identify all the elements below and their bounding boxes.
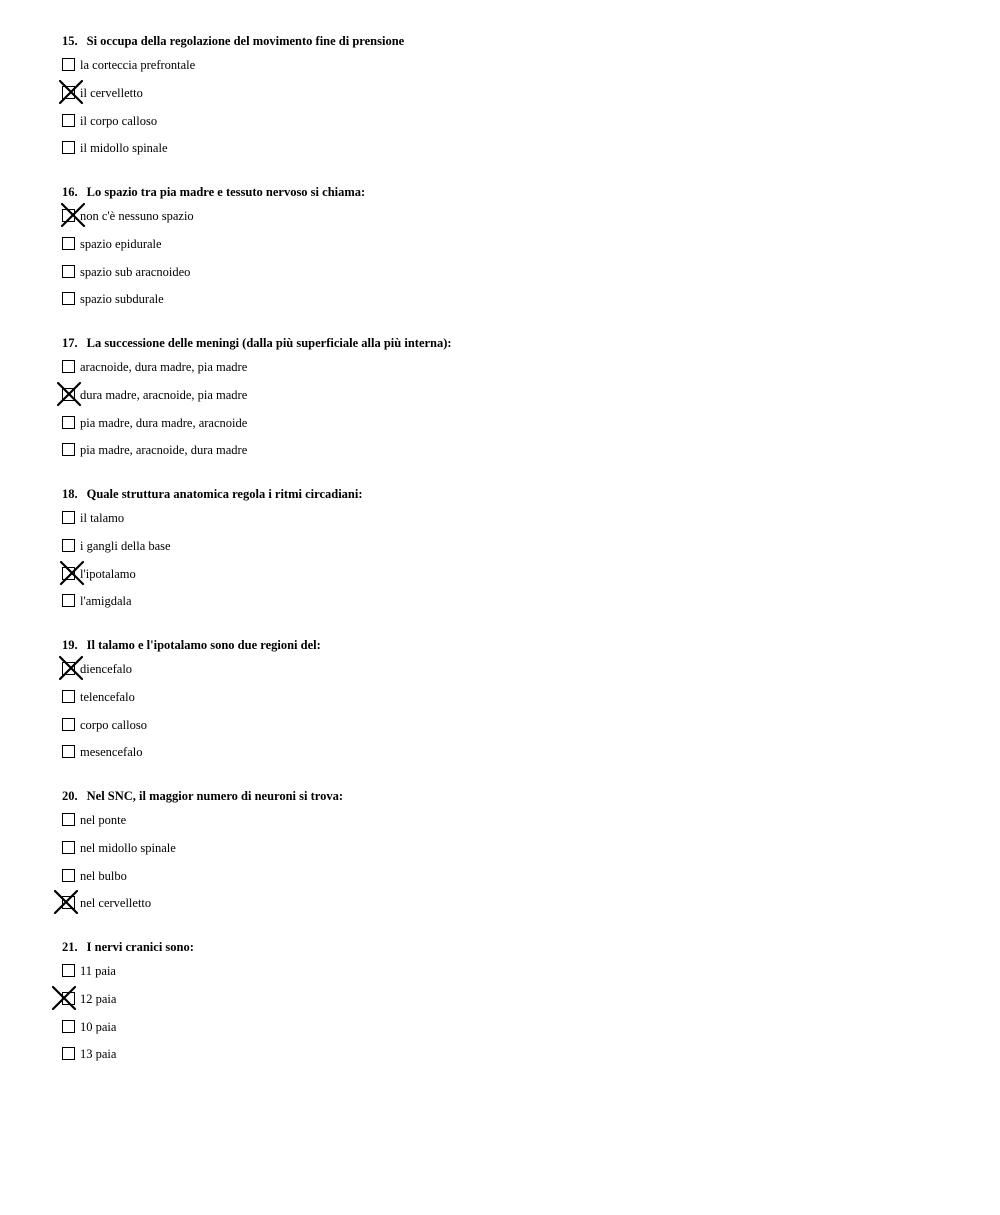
answer-checkbox[interactable]: [62, 416, 75, 429]
answer-label: l'ipotalamo: [80, 567, 136, 581]
answer-label: i gangli della base: [80, 539, 171, 553]
answer-label: spazio sub aracnoideo: [80, 265, 191, 279]
answer-option[interactable]: [62, 58, 762, 74]
answer-option[interactable]: [62, 964, 762, 980]
question-text: Il talamo e l'ipotalamo sono due regioni del:: [86, 638, 321, 652]
answer-checkbox[interactable]: [62, 539, 75, 552]
answer-option[interactable]: [62, 360, 762, 376]
answer-label: pia madre, dura madre, aracnoide: [80, 416, 248, 430]
answer-label: dura madre, aracnoide, pia madre: [80, 388, 248, 402]
answer-option[interactable]: [62, 896, 762, 912]
answer-option[interactable]: [62, 265, 762, 281]
answer-checkbox[interactable]: [62, 114, 75, 127]
answer-checkbox[interactable]: [62, 841, 75, 854]
answer-checkbox[interactable]: [62, 360, 75, 373]
question-number: 15.: [62, 34, 78, 48]
answer-label: nel midollo spinale: [80, 841, 176, 855]
answer-checkbox[interactable]: [62, 594, 75, 607]
answer-label: l'amigdala: [80, 594, 132, 608]
answer-checkbox[interactable]: [62, 1020, 75, 1033]
question-title: [62, 939, 194, 955]
answer-option[interactable]: [62, 594, 762, 610]
answer-option[interactable]: [62, 141, 762, 157]
answer-label: spazio epidurale: [80, 237, 162, 251]
answer-label: il corpo calloso: [80, 114, 158, 128]
answer-option[interactable]: [62, 443, 762, 459]
answer-option[interactable]: [62, 1020, 762, 1036]
answer-label: spazio subdurale: [80, 292, 164, 306]
question-title: [62, 33, 404, 49]
answer-option[interactable]: [62, 718, 762, 734]
answer-label: 10 paia: [80, 1020, 117, 1034]
answer-label: telencefalo: [80, 690, 135, 704]
answer-checkbox[interactable]: [62, 443, 75, 456]
question-number: 16.: [62, 185, 78, 199]
answer-checkbox[interactable]: [62, 237, 75, 250]
answer-label: nel bulbo: [80, 869, 127, 883]
answer-option[interactable]: [62, 292, 762, 308]
answer-checkbox[interactable]: [62, 58, 75, 71]
answer-label: il midollo spinale: [80, 141, 168, 155]
answer-option[interactable]: [62, 86, 762, 102]
answer-label: nel ponte: [80, 813, 127, 827]
answer-checkbox[interactable]: [62, 265, 75, 278]
answer-label: diencefalo: [80, 662, 133, 676]
answer-label: pia madre, aracnoide, dura madre: [80, 443, 248, 457]
answer-label: il cervelletto: [80, 86, 143, 100]
answer-option[interactable]: [62, 209, 762, 225]
answer-checkbox[interactable]: [62, 813, 75, 826]
question-text: I nervi cranici sono:: [86, 940, 194, 954]
answer-label: mesencefalo: [80, 745, 143, 759]
answer-option[interactable]: [62, 511, 762, 527]
answer-label: nel cervelletto: [80, 896, 152, 910]
answer-option[interactable]: [62, 416, 762, 432]
answer-option[interactable]: [62, 813, 762, 829]
answer-option[interactable]: [62, 237, 762, 253]
answer-option[interactable]: [62, 1047, 762, 1063]
answer-checkbox[interactable]: [62, 964, 75, 977]
question-number: 20.: [62, 789, 78, 803]
question-title: [62, 335, 452, 351]
answer-option[interactable]: [62, 690, 762, 706]
answer-option[interactable]: [62, 539, 762, 555]
answer-label: non c'è nessuno spazio: [80, 209, 194, 223]
question-number: 18.: [62, 487, 78, 501]
question-text: Lo spazio tra pia madre e tessuto nervoso si chiama:: [86, 185, 366, 199]
answer-checkbox[interactable]: [62, 292, 75, 305]
answer-option[interactable]: [62, 567, 762, 583]
answer-label: 11 paia: [80, 964, 116, 978]
answer-label: 13 paia: [80, 1047, 117, 1061]
cross-mark-icon: [53, 889, 79, 915]
answer-checkbox[interactable]: [62, 141, 75, 154]
question-text: Si occupa della regolazione del movimento fine di prensione: [86, 34, 405, 48]
answer-option[interactable]: [62, 388, 762, 404]
question-text: Nel SNC, il maggior numero di neuroni si trova:: [86, 789, 344, 803]
answer-option[interactable]: [62, 745, 762, 761]
cross-mark-icon: [56, 381, 82, 407]
cross-mark-icon: [51, 985, 77, 1011]
answer-label: il talamo: [80, 511, 125, 525]
answer-checkbox[interactable]: [62, 718, 75, 731]
answer-label: corpo calloso: [80, 718, 147, 732]
answer-label: 12 paia: [80, 992, 117, 1006]
question-number: 19.: [62, 638, 78, 652]
answer-checkbox[interactable]: [62, 511, 75, 524]
question-title: [62, 637, 321, 653]
answer-option[interactable]: [62, 841, 762, 857]
answer-label: la corteccia prefrontale: [80, 58, 196, 72]
question-title: [62, 184, 365, 200]
answer-option[interactable]: [62, 114, 762, 130]
question-text: La successione delle meningi (dalla più superficiale alla più interna):: [86, 336, 452, 350]
question-number: 17.: [62, 336, 78, 350]
answer-checkbox[interactable]: [62, 869, 75, 882]
answer-checkbox[interactable]: [62, 1047, 75, 1060]
question-title: [62, 788, 343, 804]
question-text: Quale struttura anatomica regola i ritmi circadiani:: [86, 487, 363, 501]
question-title: [62, 486, 363, 502]
answer-checkbox[interactable]: [62, 690, 75, 703]
answer-checkbox[interactable]: [62, 745, 75, 758]
answer-option[interactable]: [62, 869, 762, 885]
answer-option[interactable]: [62, 662, 762, 678]
answer-option[interactable]: [62, 992, 762, 1008]
question-number: 21.: [62, 940, 78, 954]
answer-label: aracnoide, dura madre, pia madre: [80, 360, 248, 374]
